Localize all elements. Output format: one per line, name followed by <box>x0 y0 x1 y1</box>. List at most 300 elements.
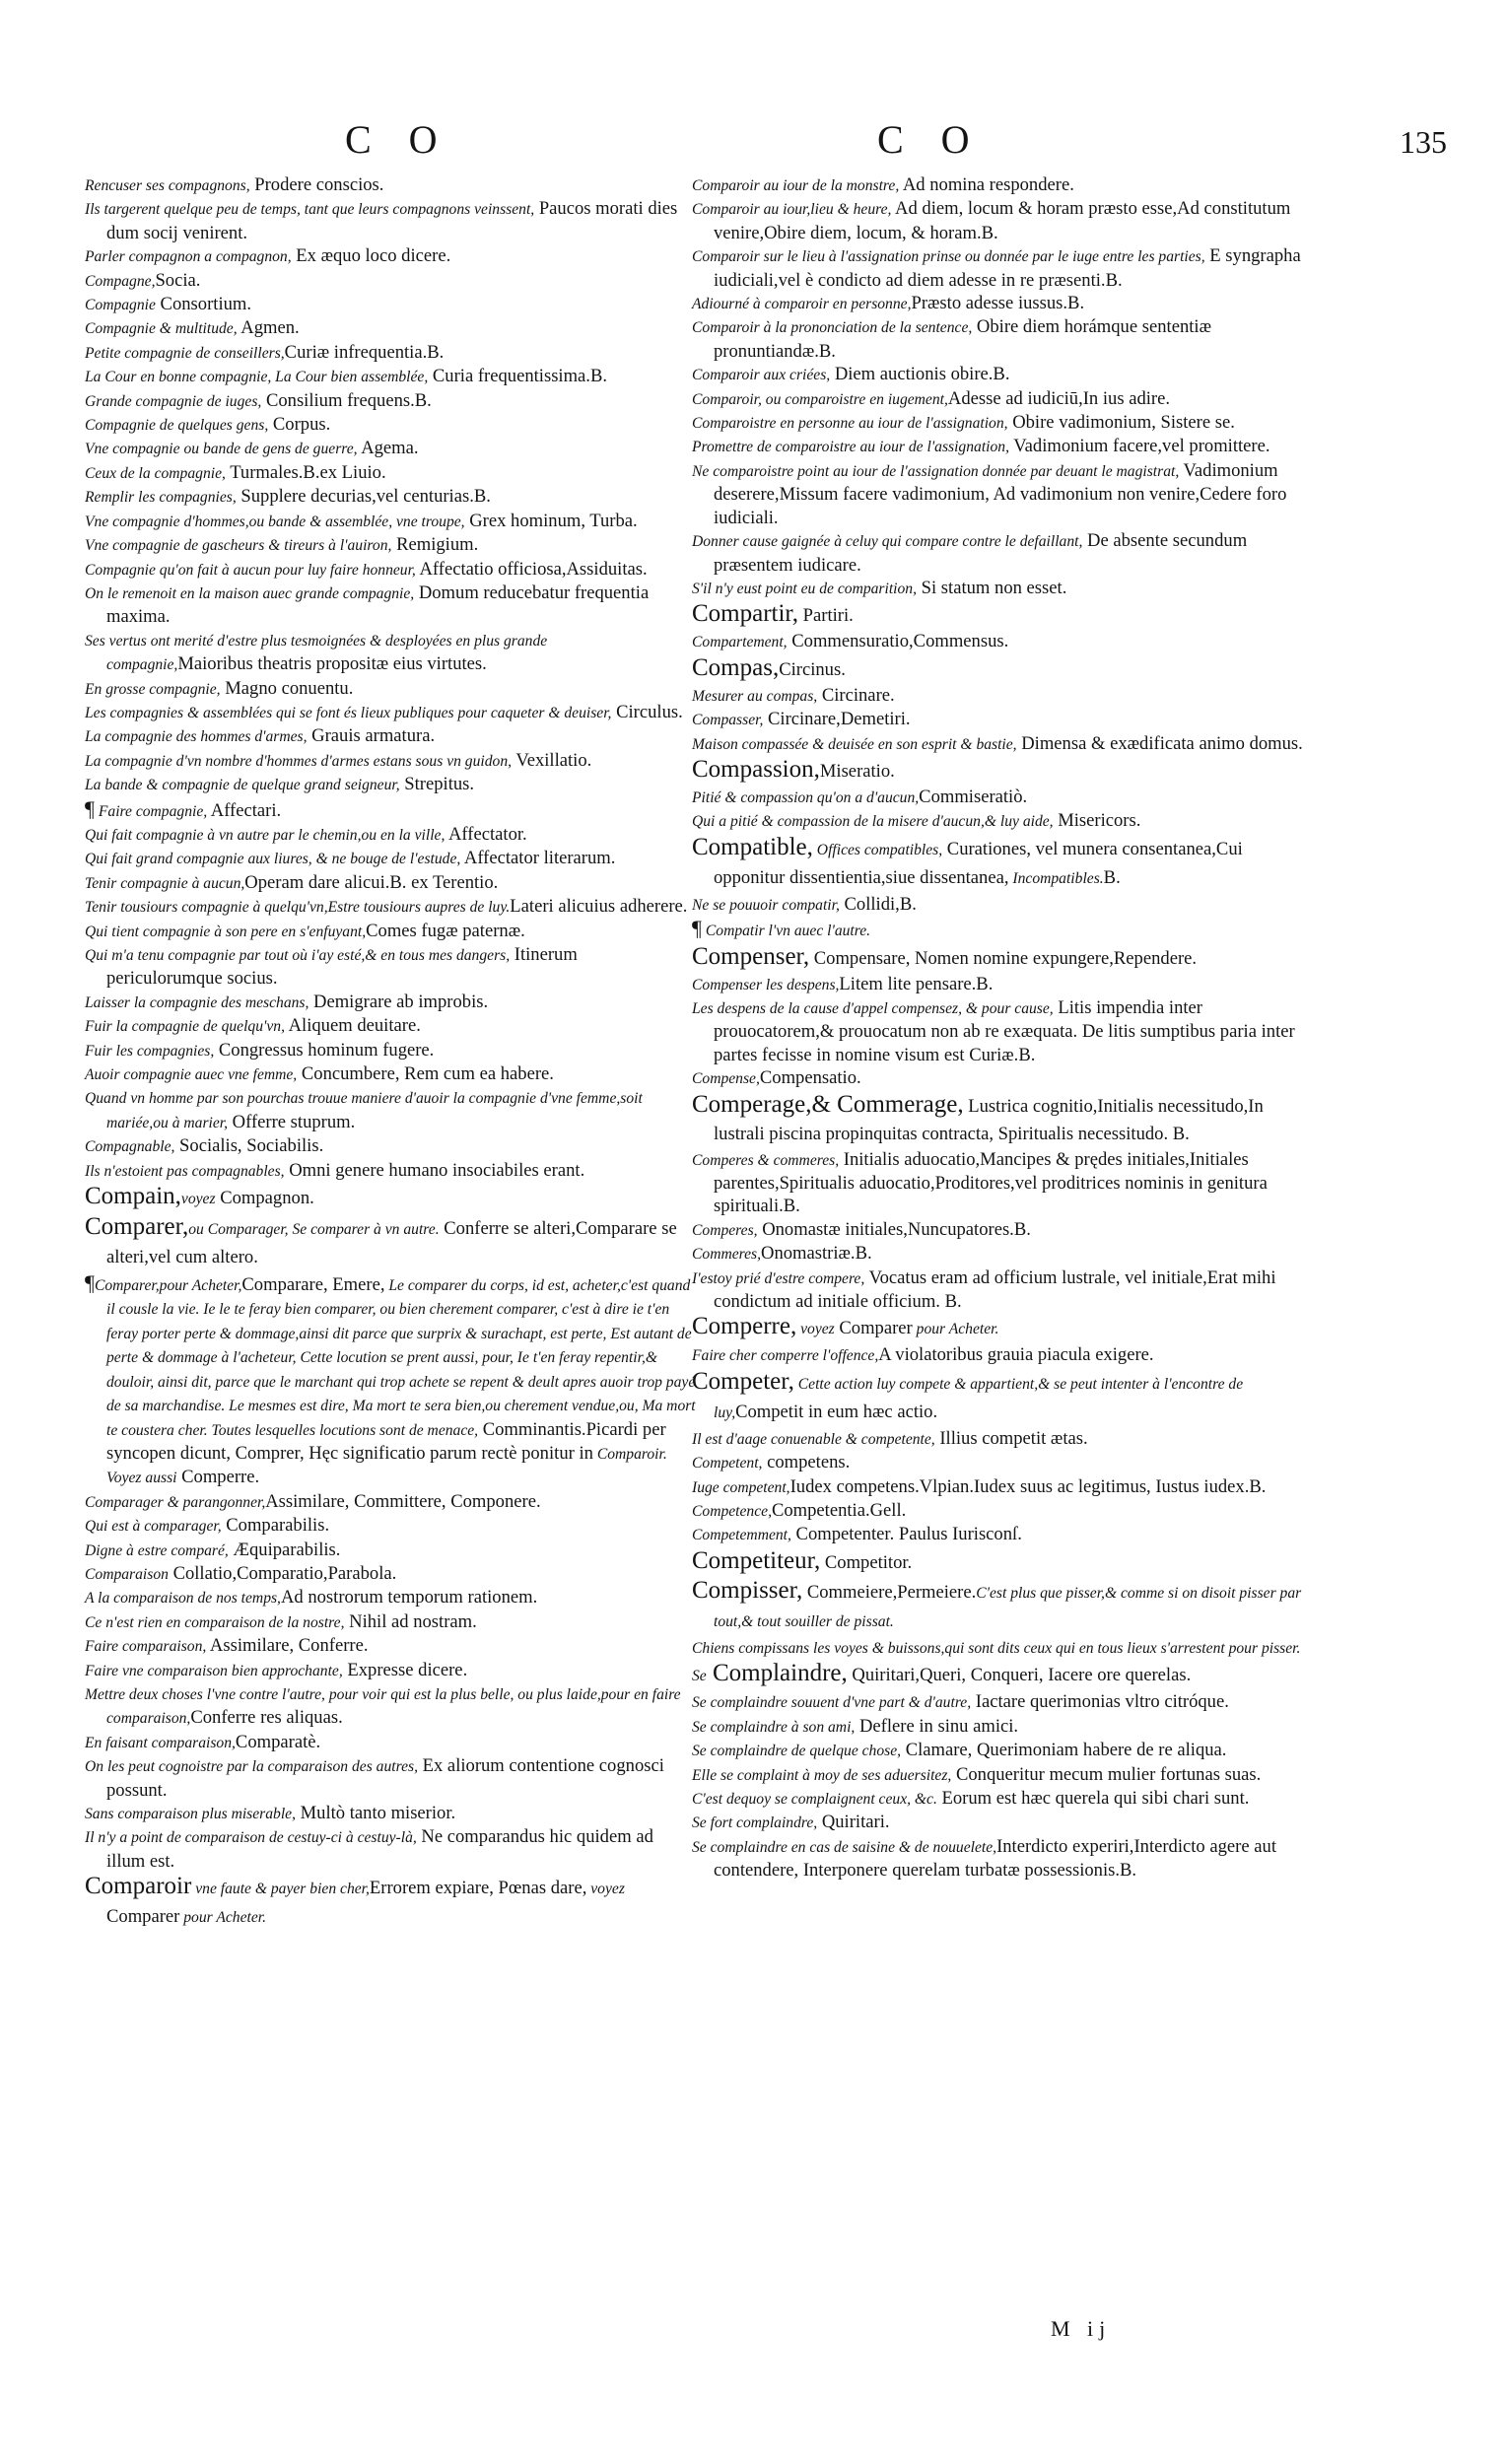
dictionary-entry <box>692 1811 1303 1834</box>
dictionary-entry <box>85 1183 696 1213</box>
latin-gloss: Grex hominum, Turba. <box>464 510 638 531</box>
dictionary-entry <box>85 1562 696 1586</box>
dictionary-entry <box>85 1873 696 1932</box>
latin-gloss: Obire vadimonium, Sistere se. <box>1007 412 1235 434</box>
french-phrase: Tenir compagnie à aucun, <box>85 874 245 892</box>
latin-gloss: Socia. <box>155 269 201 291</box>
dictionary-entry <box>692 708 1303 731</box>
french-phrase: Pitié & compassion qu'on a d'aucun, <box>692 788 920 806</box>
dictionary-entry <box>85 797 696 823</box>
dictionary-entry <box>692 1148 1303 1218</box>
dictionary-entry <box>692 292 1303 315</box>
french-phrase: Qui m'a tenu compagnie par tout où i'ay esté,& en tous mes dangers, <box>85 947 511 964</box>
dictionary-entry <box>85 629 696 677</box>
french-phrase: Grande compagnie de iuges, <box>85 392 262 410</box>
french-phrase: Compense, <box>692 1070 760 1088</box>
french-phrase: vne faute & payer bien cher, <box>191 1881 370 1898</box>
latin-gloss: E syngrapha iudiciali,vel è condicto ad diem adesse in re præsenti.B. <box>714 245 1301 291</box>
latin-gloss: Prodere conscios. <box>249 174 384 195</box>
entry-headword: Compain, <box>85 1183 181 1210</box>
entry-headword: Compassion, <box>692 755 820 783</box>
french-phrase: Comparoistre en personne au iour de l'assignation, <box>692 415 1008 433</box>
dictionary-entry <box>85 701 696 724</box>
french-phrase: Chiens compissans les voyes & buissons,qui sont dits ceux qui en tous lieux s'arrestent pour pisser. <box>692 1639 1301 1657</box>
french-phrase: Comperes, <box>692 1221 758 1239</box>
latin-gloss: Commiseratiò. <box>919 786 1028 807</box>
latin-gloss: Onomastriæ.B. <box>761 1243 872 1265</box>
right-column <box>692 173 1303 1882</box>
latin-gloss: Comminantis.Picardi per syncopen dicunt, Comprer, Hęc significatio parum rectè ponitur in <box>106 1418 666 1464</box>
french-phrase: Compagnie & multitude, <box>85 320 238 338</box>
dictionary-entry <box>85 1213 696 1271</box>
latin-gloss: Curia frequentissima.B. <box>428 366 608 387</box>
french-phrase: Comparoir. Voyez aussi <box>106 1445 667 1487</box>
latin-gloss: Congressus hominum fugere. <box>214 1039 435 1061</box>
latin-gloss: Assimilare, Committere, Componere. <box>265 1490 541 1512</box>
latin-gloss: Strepitus. <box>399 774 475 795</box>
french-phrase: En faisant comparaison, <box>85 1734 236 1751</box>
dictionary-entry <box>85 1086 696 1134</box>
french-phrase: Vne compagnie d'hommes,ou bande & assemblée, vne troupe, <box>85 513 465 530</box>
latin-gloss: Expresse dicere. <box>342 1659 468 1680</box>
entry-headword: Compenser, <box>692 942 810 970</box>
dictionary-entry <box>692 1427 1303 1451</box>
french-phrase: Donner cause gaignée à celuy qui compare contre le defaillant, <box>692 533 1083 551</box>
dictionary-entry <box>85 269 696 293</box>
latin-gloss: Compagnon. <box>215 1188 314 1209</box>
french-phrase: En grosse compagnie, <box>85 680 221 698</box>
dictionary-entry <box>692 630 1303 653</box>
dictionary-entry <box>85 341 696 365</box>
dictionary-entry <box>692 1368 1303 1427</box>
french-phrase: Comparoir au iour,lieu & heure, <box>692 201 892 219</box>
french-phrase: Faire comparaison, <box>85 1638 207 1656</box>
dictionary-entry <box>692 363 1303 386</box>
latin-gloss: Lateri alicuius adherere. <box>510 896 688 918</box>
dictionary-entry <box>692 1266 1303 1314</box>
dictionary-entry <box>85 1039 696 1062</box>
dictionary-entry <box>85 773 696 796</box>
latin-gloss: Consortium. <box>155 294 252 315</box>
dictionary-entry <box>692 1577 1303 1636</box>
dictionary-entry <box>85 437 696 460</box>
french-phrase: Il n'y a point de comparaison de cestuy-ci à cestuy-là, <box>85 1829 417 1847</box>
dictionary-entry <box>85 558 696 582</box>
latin-gloss: Turmales.B.ex Liuio. <box>225 461 386 483</box>
latin-gloss: Deflere in sinu amici. <box>855 1715 1019 1737</box>
french-phrase: Remplir les compagnies, <box>85 489 237 507</box>
dictionary-entry <box>692 943 1303 973</box>
dictionary-entry <box>692 809 1303 833</box>
dictionary-entry <box>692 1763 1303 1787</box>
latin-gloss: Curiæ infrequentia.B. <box>284 341 445 363</box>
dictionary-entry <box>85 389 696 413</box>
dictionary-entry <box>85 1634 696 1658</box>
entry-headword: Comparer, <box>85 1213 189 1241</box>
dictionary-entry <box>85 1062 696 1086</box>
latin-gloss: Conqueritur mecum mulier fortunas suas. <box>951 1763 1262 1785</box>
latin-gloss: Comparabilis. <box>221 1515 330 1537</box>
latin-gloss: Circinus. <box>779 658 846 680</box>
dictionary-entry <box>692 600 1303 630</box>
dictionary-entry <box>692 1636 1303 1660</box>
dictionary-entry <box>85 823 696 847</box>
latin-gloss: Competenter. Paulus Iurisconſ. <box>790 1524 1022 1545</box>
latin-gloss: Iudex competens.Vlpian.Iudex suus ac legitimus, Iustus iudex.B. <box>789 1475 1267 1497</box>
french-phrase: I'estoy prié d'estre compere, <box>692 1269 865 1287</box>
latin-gloss: Collatio,Comparatio,Parabola. <box>168 1562 397 1584</box>
french-phrase: On le remenoit en la maison auec grande compagnie, <box>85 584 415 602</box>
dictionary-entry <box>85 1159 696 1183</box>
latin-gloss: Concumbere, Rem cum ea habere. <box>297 1063 554 1085</box>
dictionary-entry <box>692 732 1303 756</box>
french-phrase: Ses vertus ont merité d'estre plus tesmoignées & desployées en plus grande compagnie, <box>85 632 548 674</box>
french-phrase: Mettre deux choses l'vne contre l'autre, pour voir qui est la plus belle, ou plus laide,pour en faire comparaison, <box>85 1685 681 1728</box>
latin-gloss: Misericors. <box>1053 810 1141 832</box>
french-phrase: La Cour en bonne compagnie, La Cour bien assemblée, <box>85 369 429 386</box>
dictionary-entry <box>692 529 1303 577</box>
dictionary-entry <box>85 316 696 340</box>
french-phrase: Compenser les despens, <box>692 976 840 993</box>
latin-gloss: Ad nostrorum temporum rationem. <box>280 1587 538 1608</box>
entry-headword: Compatible, <box>692 833 813 860</box>
french-phrase: Auoir compagnie auec vne femme, <box>85 1066 298 1084</box>
french-phrase: Competemment, <box>692 1527 791 1544</box>
dictionary-entry <box>692 834 1303 893</box>
dictionary-entry <box>85 533 696 557</box>
dictionary-entry <box>692 1715 1303 1739</box>
latin-gloss: Litem lite pensare.B. <box>839 973 994 994</box>
running-header <box>0 116 1509 175</box>
dictionary-entry <box>85 749 696 773</box>
entry-headword: Comparoir <box>85 1873 192 1900</box>
dictionary-entry <box>85 485 696 509</box>
page-number: 135 <box>1400 124 1447 160</box>
dictionary-entry <box>692 173 1303 197</box>
dictionary-entry <box>85 943 696 991</box>
french-phrase: Se complaindre à son ami, <box>692 1718 856 1736</box>
french-phrase: Quand vn homme par son pourchas trouue maniere d'auoir la compagnie d'vne femme,soit mariée,ou à marier, <box>85 1090 643 1131</box>
dictionary-entry <box>85 1802 696 1825</box>
running-head-left: C O <box>345 117 451 162</box>
latin-gloss: Onomastæ initiales,Nuncupatores.B. <box>757 1218 1031 1240</box>
latin-gloss: Agema. <box>357 438 419 459</box>
dictionary-entry <box>692 1690 1303 1714</box>
french-phrase: Se complaindre en cas de saisine & de nouuelete, <box>692 1838 997 1856</box>
dictionary-entry <box>692 1218 1303 1242</box>
left-column <box>85 173 696 1932</box>
dictionary-entry <box>692 459 1303 529</box>
paragraph-mark: ¶ <box>85 795 95 821</box>
latin-gloss: Vexillatio. <box>512 749 592 771</box>
latin-gloss: Operam dare alicui.B. ex Terentio. <box>244 871 499 893</box>
dictionary-entry <box>85 244 696 268</box>
french-phrase: Ils n'estoient pas compagnables, <box>85 1162 285 1180</box>
latin-gloss: Consilium frequens.B. <box>261 389 432 411</box>
latin-gloss: A violatoribus grauia piacula exigere. <box>878 1344 1154 1366</box>
dictionary-entry <box>692 1066 1303 1090</box>
latin-gloss: competens. <box>762 1452 851 1473</box>
dictionary-entry <box>692 577 1303 600</box>
french-phrase: Comparoir au iour de la monstre, <box>692 177 900 194</box>
french-phrase: Comparaison <box>85 1565 169 1583</box>
dictionary-entry <box>85 293 696 316</box>
french-phrase: Comparer,pour Acheter, <box>94 1277 242 1295</box>
french-phrase: Comperes & commeres, <box>692 1151 840 1169</box>
dictionary-entry <box>692 387 1303 411</box>
paragraph-mark: ¶ <box>692 916 702 941</box>
latin-gloss: Socialis, Sociabilis. <box>174 1135 324 1157</box>
dictionary-entry <box>692 917 1303 942</box>
latin-gloss: Affectator literarum. <box>460 848 616 869</box>
french-phrase: Compartement, <box>692 634 788 651</box>
dictionary-entry <box>692 197 1303 244</box>
dictionary-entry <box>692 1451 1303 1474</box>
french-phrase: Incompatibles. <box>1008 869 1104 887</box>
latin-gloss: Vadimonium facere,vel promittere. <box>1008 436 1270 457</box>
dictionary-entry <box>85 413 696 437</box>
latin-gloss: Errorem expiare, Pœnas dare, <box>369 1878 587 1899</box>
latin-gloss: Comes fugæ paternæ. <box>366 920 525 941</box>
latin-gloss: Diem auctionis obire.B. <box>830 364 1010 385</box>
latin-gloss: Ad diem, locum & horam præsto esse,Ad constitutum venire,Obire diem, locum, & horam.B. <box>714 198 1291 243</box>
dictionary-entry <box>692 1547 1303 1577</box>
french-phrase: Maison compassée & deuisée en son esprit & bastie, <box>692 735 1017 753</box>
french-phrase: Competence, <box>692 1503 772 1521</box>
latin-gloss: Miseratio. <box>819 760 895 782</box>
french-phrase: pour Acheter. <box>912 1321 999 1338</box>
dictionary-entry <box>692 1835 1303 1882</box>
latin-gloss: Ad nomina respondere. <box>899 174 1074 195</box>
french-phrase: Commeres, <box>692 1246 762 1264</box>
paragraph-mark: ¶ <box>85 1270 95 1296</box>
french-phrase: Adiourné à comparoir en personne, <box>692 296 912 313</box>
dictionary-entry <box>692 244 1303 292</box>
french-phrase: Offices compatibles, <box>812 841 943 858</box>
french-phrase: ou Comparager, Se comparer à vn autre. <box>188 1221 440 1239</box>
dictionary-entry <box>692 411 1303 435</box>
dictionary-entry <box>85 677 696 701</box>
latin-gloss: Assimilare, Conferre. <box>206 1635 369 1657</box>
french-phrase: Ceux de la compagnie, <box>85 464 226 482</box>
dictionary-entry <box>85 197 696 244</box>
french-phrase: C'est plus que pisser,& comme si on disoit pisser par tout,& tout souiller de pissat. <box>714 1584 1302 1630</box>
french-phrase: Compagnable, <box>85 1138 175 1156</box>
dictionary-entry <box>85 1731 696 1754</box>
latin-gloss: B. <box>1103 866 1121 888</box>
latin-gloss: Vocatus eram ad officium lustrale, vel initiale,Erat mihi condictum ad initiale officium. B. <box>714 1266 1276 1313</box>
latin-gloss: Illius competit ætas. <box>934 1427 1088 1449</box>
french-phrase: Le comparer du corps, id est, acheter,c'est quand il cousle la vie. Ie le te feray bien comparer, ou bien cherement comparer, c'est à dire ie t'en feray porter perte & dommage,ainsi dit parce que surprix & surachapt, est perte, Est autant de perte & dommage à l'acheteur, Cette locution se prent aussi, pour, Ie t'en feray repentir,& douloir, ainsi dit, parce que le marchant qui trop achete se repent & deult apres auoir trop payé de sa marchandise. Le mesmes est dire, Ma mort te sera bien,ou cherement vendue,ou, Ma mort te coustera cher. Toutes lesquelles locutions sont de menace, <box>106 1277 696 1439</box>
latin-gloss: Aliquem deuitare. <box>284 1015 421 1037</box>
dictionary-entry <box>692 1242 1303 1266</box>
latin-gloss: Quiritari. <box>817 1812 890 1833</box>
running-head-right: C O <box>877 117 984 162</box>
french-phrase: Comparoir sur le lieu à l'assignation prinse ou donnée par le iuge entre les parties, <box>692 248 1205 266</box>
latin-gloss: Remigium. <box>391 534 479 556</box>
latin-gloss: Multò tanto miserior. <box>295 1803 456 1823</box>
dictionary-entry <box>692 1091 1303 1148</box>
french-phrase: Comparoir aux criées, <box>692 367 831 384</box>
french-phrase: Petite compagnie de conseillers, <box>85 344 285 362</box>
french-phrase: Qui fait compagnie à vn autre par le chemin,ou en la ville, <box>85 826 446 844</box>
dictionary-entry <box>692 1787 1303 1811</box>
latin-gloss: Circinare. <box>817 684 895 706</box>
dictionary-entry <box>85 724 696 748</box>
latin-gloss: Comperre. <box>176 1467 260 1488</box>
latin-gloss: Supplere decurias,vel centurias.B. <box>236 486 491 508</box>
latin-gloss: Iactare querimonias vltro citróque. <box>971 1691 1229 1713</box>
latin-gloss: Competitor. <box>820 1551 913 1573</box>
french-phrase: On les peut cognoistre par la comparaison des autres, <box>85 1758 418 1776</box>
dictionary-entry <box>692 973 1303 996</box>
dictionary-entry <box>692 1499 1303 1523</box>
latin-gloss: Competit in eum hæc actio. <box>735 1401 938 1422</box>
latin-gloss: Dimensa & exædificata animo domus. <box>1016 732 1303 754</box>
french-phrase: Qui tient compagnie à son pere en s'enfuyant, <box>85 923 367 940</box>
entry-headword: Competer, <box>692 1367 794 1395</box>
entry-headword: Compisser, <box>692 1576 803 1604</box>
french-phrase: La compagnie d'vn nombre d'hommes d'armes estans sous vn guidon, <box>85 752 513 770</box>
dictionary-entry <box>85 1682 696 1731</box>
latin-gloss: Litis impendia inter prouocatorem,& prouocatum non ab re exæquata. De litis sumptibus paria inter partes fecisse in nomine visum est Curiæ.B. <box>714 996 1295 1065</box>
dictionary-entry <box>692 684 1303 708</box>
french-phrase: Ce n'est rien en comparaison de la nostre, <box>85 1613 345 1631</box>
dictionary-entry <box>85 1610 696 1634</box>
latin-gloss: Comparer <box>834 1318 913 1339</box>
latin-gloss: Affectari. <box>207 799 282 821</box>
latin-gloss: Domum reducebatur frequentia maxima. <box>106 582 650 628</box>
french-phrase: Mesurer au compas, <box>692 687 818 705</box>
french-phrase: Elle se complaint à moy de ses aduersitez, <box>692 1766 952 1784</box>
french-phrase: Qui fait grand compagnie aux liures, & ne bouge de l'estude, <box>85 851 461 868</box>
latin-gloss: Competentia.Gell. <box>771 1500 907 1522</box>
dictionary-entry <box>692 1660 1303 1690</box>
french-phrase: Comparager & parangonner, <box>85 1493 266 1511</box>
french-phrase: Fuir la compagnie de quelqu'vn, <box>85 1018 285 1036</box>
dictionary-entry <box>85 173 696 197</box>
dictionary-entry <box>85 1586 696 1609</box>
dictionary-entry <box>692 1739 1303 1762</box>
french-phrase: Laisser la compagnie des meschans, <box>85 993 309 1011</box>
latin-gloss: Omni genere humano insociabiles erant. <box>284 1159 585 1181</box>
french-phrase: Il est d'aage conuenable & competente, <box>692 1430 935 1448</box>
entry-headword: Competiteur, <box>692 1546 821 1574</box>
french-phrase: La bande & compagnie de quelque grand seigneur, <box>85 777 400 794</box>
latin-gloss: Compensare, Nomen nomine expungere,Rependere. <box>809 947 1198 969</box>
dictionary-entry <box>85 895 696 919</box>
french-phrase: Se <box>692 1668 707 1685</box>
latin-gloss: Itinerum periculorumque socius. <box>106 944 578 990</box>
dictionary-entry <box>692 435 1303 458</box>
entry-headword: Complaindre, <box>706 1660 848 1687</box>
french-phrase: Qui a pitié & compassion de la misere d'aucun,& luy aide, <box>692 813 1054 831</box>
dictionary-entry <box>85 1490 696 1514</box>
latin-gloss: Quiritari,Queri, Conqueri, Iacere ore querelas. <box>847 1665 1192 1686</box>
dictionary-entry <box>692 786 1303 809</box>
french-phrase: Se complaindre de quelque chose, <box>692 1743 902 1760</box>
french-phrase: Faire vne comparaison bien approchante, <box>85 1662 343 1679</box>
latin-gloss: Demigrare ab improbis. <box>309 991 489 1012</box>
latin-gloss: Affectator. <box>445 823 527 845</box>
french-phrase: Promettre de comparoistre au iour de l'assignation, <box>692 439 1009 456</box>
latin-gloss: Initialis aduocatio,Mancipes & prędes initiales,Initiales parentes,Spiritualis aduocatio,Proditores,vel proditrices nominis in genitura spirituali.B. <box>714 1148 1268 1217</box>
latin-gloss: De absente secundum præsentem iudicare. <box>714 530 1248 576</box>
french-phrase: Compagnie qu'on fait à aucun pour luy faire honneur, <box>85 561 416 579</box>
french-phrase: Rencuser ses compagnons, <box>85 177 250 194</box>
french-phrase: Competent, <box>692 1455 763 1472</box>
dictionary-entry <box>85 1014 696 1038</box>
french-phrase: Qui est à comparager, <box>85 1518 222 1536</box>
dictionary-entry <box>85 365 696 388</box>
latin-gloss: Æquiparabilis. <box>228 1539 341 1560</box>
french-phrase: Vne compagnie de gascheurs & tireurs à l'auiron, <box>85 537 392 555</box>
dictionary-entry <box>692 1313 1303 1343</box>
french-phrase: Faire compagnie, <box>94 802 208 820</box>
french-phrase: Fuir les compagnies, <box>85 1042 215 1060</box>
french-phrase: Ils targerent quelque peu de temps, tant que leurs compagnons veinssent, <box>85 201 535 219</box>
french-phrase: C'est dequoy se complaignent ceux, &c. <box>692 1790 937 1808</box>
dictionary-entry <box>85 1825 696 1873</box>
french-phrase: Iuge competent, <box>692 1478 790 1496</box>
latin-gloss: Circulus. <box>611 701 683 722</box>
latin-gloss: Agmen. <box>237 317 300 339</box>
latin-gloss: Clamare, Querimoniam habere de re aliqua. <box>901 1740 1227 1761</box>
entry-headword: Compartir, <box>692 600 799 628</box>
french-phrase: Parler compagnon a compagnon, <box>85 248 292 266</box>
latin-gloss: Paucos morati dies dum socij venirent. <box>106 198 678 243</box>
latin-gloss: Comparatè. <box>235 1731 321 1752</box>
french-phrase: Comparoir à la prononciation de la sentence, <box>692 319 973 337</box>
french-phrase: Se complaindre souuent d'vne part & d'autre, <box>692 1694 972 1712</box>
french-phrase: Cette action luy compete & appartient,& se peut intenter à l'encontre de luy, <box>714 1375 1244 1421</box>
dictionary-entry <box>85 1659 696 1682</box>
dictionary-entry <box>85 871 696 895</box>
french-phrase: Compagnie <box>85 297 156 314</box>
french-phrase: Les despens de la cause d'appel compensez, & pour cause, <box>692 999 1054 1017</box>
dictionary-entry <box>85 1271 696 1490</box>
french-phrase: Compasser, <box>692 712 764 729</box>
latin-gloss: Obire diem horámque sententiæ pronuntiandæ.B. <box>714 316 1211 362</box>
latin-gloss: Conferre res aliquas. <box>190 1707 343 1729</box>
entry-headword: Comperage,& Commerage, <box>692 1090 964 1118</box>
latin-gloss: Eorum est hæc querela qui sibi chari sunt. <box>936 1787 1250 1809</box>
latin-gloss: Ex æquo loco dicere. <box>291 245 451 267</box>
latin-gloss: Nihil ad nostram. <box>344 1610 477 1632</box>
latin-gloss: Interdicto experiri,Interdicto agere aut contendere, Interponere querelam turbatæ possessionis.B. <box>714 1835 1276 1882</box>
french-phrase: Ne comparoistre point au iour de l'assignation donnée par deuant le magistrat, <box>692 462 1180 480</box>
dictionary-entry <box>85 1514 696 1538</box>
french-phrase: Tenir tousiours compagnie à quelqu'vn,Estre tousiours aupres de luy. <box>85 899 511 917</box>
french-phrase: Vne compagnie ou bande de gens de guerre, <box>85 441 358 458</box>
latin-gloss: Curationes, vel munera consentanea,Cui opponitur dissentientia,siue dissentanea, <box>714 838 1243 888</box>
dictionary-entry <box>692 996 1303 1066</box>
french-phrase: Les compagnies & assemblées qui se font és lieux publiques pour caqueter & deuiser, <box>85 704 612 721</box>
french-phrase: Compagne, <box>85 272 156 290</box>
dictionary-entry <box>692 756 1303 786</box>
entry-headword: Compas, <box>692 653 780 681</box>
latin-gloss: Ne comparandus hic quidem ad illum est. <box>106 1826 653 1872</box>
french-phrase: voyez <box>796 1321 835 1338</box>
latin-gloss: Conferre se alteri,Comparare se alteri,vel cum altero. <box>106 1218 677 1268</box>
dictionary-entry <box>85 847 696 870</box>
dictionary-entry <box>692 1343 1303 1367</box>
french-phrase: Se fort complaindre, <box>692 1814 818 1832</box>
latin-gloss: Præsto adesse iussus.B. <box>911 293 1085 314</box>
dictionary-entry <box>692 315 1303 363</box>
latin-gloss: Ex aliorum contentione cognosci possunt. <box>106 1755 664 1801</box>
latin-gloss: Magno conuentu. <box>220 677 354 699</box>
